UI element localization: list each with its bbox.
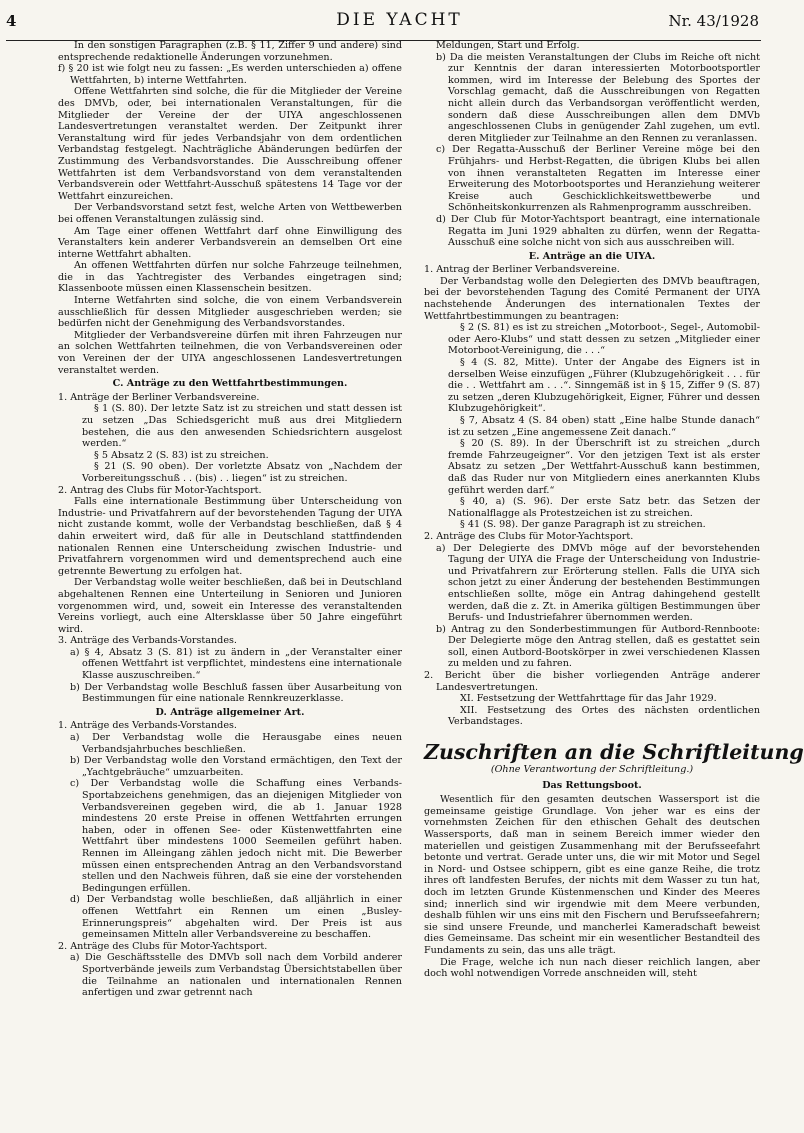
text-paragraph: XII. Festsetzung des Ortes des nächsten ordentlichen Verbandstages. xyxy=(448,704,760,728)
text-paragraph: § 5 Absatz 2 (S. 83) ist zu streichen. xyxy=(94,449,269,461)
text-paragraph: c) Der Verbandstag wolle die Schaffung eines Verbands-Sportabzeichens genehmigen, das an diejenigen Mitglieder von Verbandsvereinen gegeben wird, die ab 1. Januar 1928 mindestens 20 erste Preise in offenen Wettfahrten errungen haben, oder in offenen See- oder Küstenwettfahrten eine Wettfahrt über mindestens 1000 Seemeilen geführt haben. Rennen im Alleingang zählen jedoch nicht mit. Die Bewerber müssen einen entsprechenden Antrag an den Verbandsvorstand stellen und den Nachweis führen, daß sie eine der vorstehenden Bedingungen erfüllen. xyxy=(70,778,402,894)
text-paragraph: b) Der Verbandstag wolle den Vorstand ermächtigen, den Text der „Yachtgebräuche“ umzuarbeiten. xyxy=(70,755,402,778)
text-paragraph: 2. Antrag des Clubs für Motor-Yachtsport. xyxy=(58,484,262,496)
text-paragraph: § 4 (S. 82, Mitte). Unter der Angabe des Eigners ist in derselben Weise einzufügen „Führer (Klubzugehörigkeit . . . für die . . Wettfahrt am . . .“. Sinngemäß ist in § 15, Ziffer 9 (S. 87) zu setzen „deren Klubzugehörigkeit, Eigner, Führer und dessen Klubzugehörigkeit“. xyxy=(448,357,760,415)
text-paragraph: § 40, a) (S. 96). Der erste Satz betr. das Setzen der Nationalflagge als Protestzeichen ist zu streichen. xyxy=(448,496,760,519)
text-paragraph: In den sonstigen Paragraphen (z.B. § 11, Ziffer 9 und andere) sind entsprechende redaktionelle Änderungen vorzunehmen. xyxy=(58,40,402,63)
text-paragraph: Meldungen, Start und Erfolg. xyxy=(436,40,580,51)
text-paragraph: 1. Anträge des Verbands-Vorstandes. xyxy=(58,720,237,732)
section-heading: D. Anträge allgemeiner Art. xyxy=(155,706,305,718)
letters-title: Zuschriften an die Schriftleitung xyxy=(424,740,804,765)
page-number: 4 xyxy=(6,12,17,30)
text-paragraph: An offenen Wettfahrten dürfen nur solche Fahrzeuge teilnehmen, die in das Yachtregister des Verbandes eingetragen sind; Klassenboote müssen einen Klassenschein besitzen. xyxy=(58,260,402,295)
text-paragraph: 1. Anträge der Berliner Verbandsvereine. xyxy=(58,391,260,403)
text-paragraph: b) Antrag zu den Sonderbestimmungen für Autbord-Rennboote: Der Delegierte möge den Antrag stellen, daß es gestattet sein soll, einen Autbord-Bootskörper in zwei verschiedenen Klassen zu melden und zu fahren. xyxy=(436,623,760,670)
text-paragraph: Der Verbandstag wolle den Delegierten des DMVb beauftragen, bei der bevorstehenden Tagung des Comité Permanent der UIYA nachstehende Änderungen des internationalen Textes der Wettfahrtbestimmungen zu beantragen: xyxy=(424,275,760,322)
text-paragraph: 1. Antrag der Berliner Verbandsvereine. xyxy=(424,264,620,276)
text-paragraph: Der Verbandsvorstand setzt fest, welche Arten von Wettbewerben bei offenen Veranstaltungen zulässig sind. xyxy=(58,202,402,225)
text-paragraph: f) § 20 ist wie folgt neu zu fassen: „Es werden unterschieden a) offene Wettfahrten, b) interne Wettfahrten. xyxy=(58,63,402,86)
text-paragraph: § 41 (S. 98). Der ganze Paragraph ist zu streichen. xyxy=(460,519,706,531)
text-paragraph: § 7, Absatz 4 (S. 84 oben) statt „Eine halbe Stunde danach“ ist zu setzen „Eine angemessene Zeit danach.“ xyxy=(448,415,760,438)
text-paragraph: a) § 4, Absatz 3 (S. 81) ist zu ändern in „der Veranstalter einer offenen Wettfahrt ist verpflichtet, mindestens eine internationale Klasse auszuschreiben.“ xyxy=(70,646,402,682)
text-paragraph: 2. Anträge des Clubs für Motor-Yachtsport. xyxy=(424,530,634,542)
text-paragraph: § 1 (S. 80). Der letzte Satz ist zu streichen und statt dessen ist zu setzen „Das Schiedsgericht muß aus drei Mitgliedern bestehen, die aus den anwesenden Schiedsrichtern ausgelost werden.“ xyxy=(82,403,402,450)
section-heading: C. Anträge zu den Wettfahrtbestimmungen. xyxy=(112,378,348,390)
text-paragraph: § 2 (S. 81) es ist zu streichen „Motorboot-, Segel-, Automobil- oder Aero-Klubs“ und statt dessen zu setzen „Mitglieder einer Motorboot-Vereinigung, die . . .“ xyxy=(448,322,760,357)
article-paragraph: Wesentlich für den gesamten deutschen Wassersport ist die gemeinsame geistige Grundlage. Von jeher war es eins der vornehmsten Zeichen für den ethischen Gehalt des deutschen Wassersports, daß man in seinem Bereich immer wieder den materiellen und geistigen Zusammenhang mit der Berufsseefahrt betonte und vertrat. Gerade unter uns, die wir mit Motor und Segel in Nord- und Ostsee schippern, gibt es eine ganze Reihe, die trotz ihres oft landfesten Berufes, der nichts mit dem Wasser zu tun hat, doch im letzten Grunde Küstenmenschen und Kinder des Meeres sind; innerlich sind wir irgendwie mit dem Meere verbunden, deshalb fühlen wir uns eins mit den Fischern und Berufsseefahrern; sie sind unsere Freunde, und mancherlei Kameradschaft beweist dies Gemeinsame. Das scheint mir ein wesentlicher Bestandteil des Fundaments zu sein, das uns alle trägt. xyxy=(424,794,760,956)
text-paragraph: XI. Festsetzung der Wettfahrttage für das Jahr 1929. xyxy=(460,693,717,705)
page-header xyxy=(0,10,799,34)
issue-number: Nr. 43/1928 xyxy=(668,12,759,30)
text-paragraph: d) Der Verbandstag wolle beschließen, daß alljährlich in einer offenen Wettfahrt ein Rennen um einen „Busley-Erinnerungspreis“ abgehalten wird. Der Preis ist aus gemeinsamen Mitteln aller Verbandsvereine zu beschaffen. xyxy=(70,894,402,941)
letters-subtitle: (Ohne Verantwortung der Schriftleitung.) xyxy=(490,764,694,776)
text-paragraph: 2. Anträge des Clubs für Motor-Yachtsport. xyxy=(58,940,268,952)
text-paragraph: a) Der Delegierte des DMVb möge auf der bevorstehenden Tagung der UIYA die Frage der Unterscheidung von Industrie- und Privatfahrern zur Erörterung stellen. Falls die UIYA sich schon jetzt zu einer Änderung der bestehenden Bestimmungen entschließen sollte, möge ein Antrag dahingehend gestellt werden, daß die z. Zt. in Amerika gültigen Bestimmungen über Berufs- und Industriefahrer übernommen werden. xyxy=(436,542,760,624)
article-paragraph: Die Frage, welche ich nun nach dieser reichlich langen, aber doch wohl notwendigen Vorrede anschneiden will, steht xyxy=(424,956,760,980)
text-paragraph: Am Tage einer offenen Wettfahrt darf ohne Einwilligung des Veranstalters kein anderer Verbandsverein an demselben Ort eine interne Wettfahrt abhalten. xyxy=(58,225,402,260)
right-column-items xyxy=(424,40,760,728)
magazine-title: DIE YACHT xyxy=(336,10,463,30)
text-paragraph: 3. Anträge des Verbands-Vorstandes. xyxy=(58,635,237,647)
text-paragraph: 2. Bericht über die bisher vorliegenden Anträge anderer Landesvertretungen. xyxy=(424,670,760,693)
text-paragraph: b) Der Verbandstag wolle Beschluß fassen über Ausarbeitung von Bestimmungen für eine nationale Rennkreuzerklasse. xyxy=(70,681,402,705)
text-paragraph: Mitglieder der Verbandsvereine dürfen mit ihren Fahrzeugen nur an solchen Wettfahrten teilnehmen, die von Verbandsvereinen oder von Vereinen der der UIYA angeschlossenen Landesvertretungen veranstaltet werden. xyxy=(58,329,402,376)
text-paragraph: a) Der Verbandstag wolle die Herausgabe eines neuen Verbandsjahrbuches beschließen. xyxy=(70,732,402,755)
text-paragraph: d) Der Club für Motor-Yachtsport beantragt, eine internationale Regatta im Juni 1929 abhalten zu dürfen, wenn der Regatta-Ausschuß eine solche nicht von sich aus ausschreiben will. xyxy=(436,213,760,249)
text-paragraph: Interne Wetfahrten sind solche, die von einem Verbandsverein ausschließlich für dessen Mitglieder ausgeschrieben werden; sie bedürfen nicht der Genehmigung des Verbandsvorstandes. xyxy=(58,295,402,330)
text-paragraph: Offene Wettfahrten sind solche, die für die Mitglieder der Vereine des DMVb, oder, bei internationalen Veranstaltungen, für die Mitglieder der Vereine der der UIYA angeschlossenen Landesvertretungen veranstaltet werden. Der Zeitpunkt ihrer Veranstaltung wird für jedes Verbandsjahr von dem ordentlichen Verbandstag festgelegt. Nachträgliche Abänderungen bedürfen der Zustimmung des Verbandsvorstandes. Die Ausschreibung offener Wettfahrten ist dem Verbandsvorstand von dem veranstaltenden Verbandsverein oder Wettfahrt-Ausschuß spätestens 14 Tage vor der Wettfahrt einzureichen. xyxy=(58,86,402,202)
right-column xyxy=(424,40,804,1125)
text-paragraph: b) Da die meisten Veranstaltungen der Clubs im Reiche oft nicht zur Kenntnis der daran interessierten Motorbootsportler kommen, wird im Interesse der Belebung des Sportes der Vorschlag gemacht, daß die Ausschreibungen von Regatten nicht allein durch das Verbandsorgan veröffentlicht werden, sondern daß diese Ausschreibungen allen dem DMVb angeschlossenen Clubs in genügender Zahl zugehen, um evtl. deren Mitglieder zur Teilnahme an den Rennen zu veranlassen. xyxy=(436,51,760,144)
text-paragraph: Der Verbandstag wolle weiter beschließen, daß bei in Deutschland abgehaltenen Rennen eine Unterteilung in Senioren und Junioren vorgenommen wird, und, soweit ein Interesse des veranstaltenden Vereins vorliegt, auch eine Altersklasse über 50 Jahre eingeführt wird. xyxy=(58,577,402,635)
section-heading: E. Anträge an die UIYA. xyxy=(528,250,656,262)
text-paragraph: c) Der Regatta-Ausschuß der Berliner Vereine möge bei den Frühjahrs- und Herbst-Regatten, die übrigen Klubs bei allen von ihnen veranstalteten Regatten im Interesse einer Erweiterung des Motorbootsportes und Heranziehung weiterer Kreise auch Geschicklichkeitswettbewerbe und Schönheitskonkurrenzen als Rahmenprogramm ausschreiben. xyxy=(436,144,760,214)
text-paragraph: Falls eine internationale Bestimmung über Unterscheidung von Industrie- und Privatfahrern auf der bevorstehenden Tagung der UIYA nicht zustande kommt, wolle der Verbandstag beschließen, daß § 4 dahin erweitert wird, daß für alle in Deutschland stattfindenden nationalen Rennen eine Unterscheidung zwischen Industrie- und Privatfahrern vorgenommen wird und dementsprechend auch eine getrennte Bewertung zu erfolgen hat. xyxy=(58,496,402,577)
left-column xyxy=(58,40,402,1125)
text-paragraph: a) Die Geschäftsstelle des DMVb soll nach dem Vorbild anderer Sportverbände jeweils zum Verbandstag Übersichtstabellen über die Teilnahme an nationalen und internationalen Rennen anfertigen und zwar getrennt nach xyxy=(70,952,402,999)
text-paragraph: § 20 (S. 89). In der Überschrift ist zu streichen „durch fremde Fahrzeugeigner“. Vor den jetzigen Text ist als erster Absatz zu setzen „Der Wettfahrt-Ausschuß kann bestimmen, daß das Ruder nur von Mitgliedern eines anerkannten Klubs geführt werden darf.“ xyxy=(448,438,760,496)
text-paragraph: § 21 (S. 90 oben). Der vorletzte Absatz von „Nachdem der Vorbereitungsschuß . . (bis) . . liegen“ ist zu streichen. xyxy=(82,461,402,484)
article-heading: Das Rettungsboot. xyxy=(542,779,642,791)
